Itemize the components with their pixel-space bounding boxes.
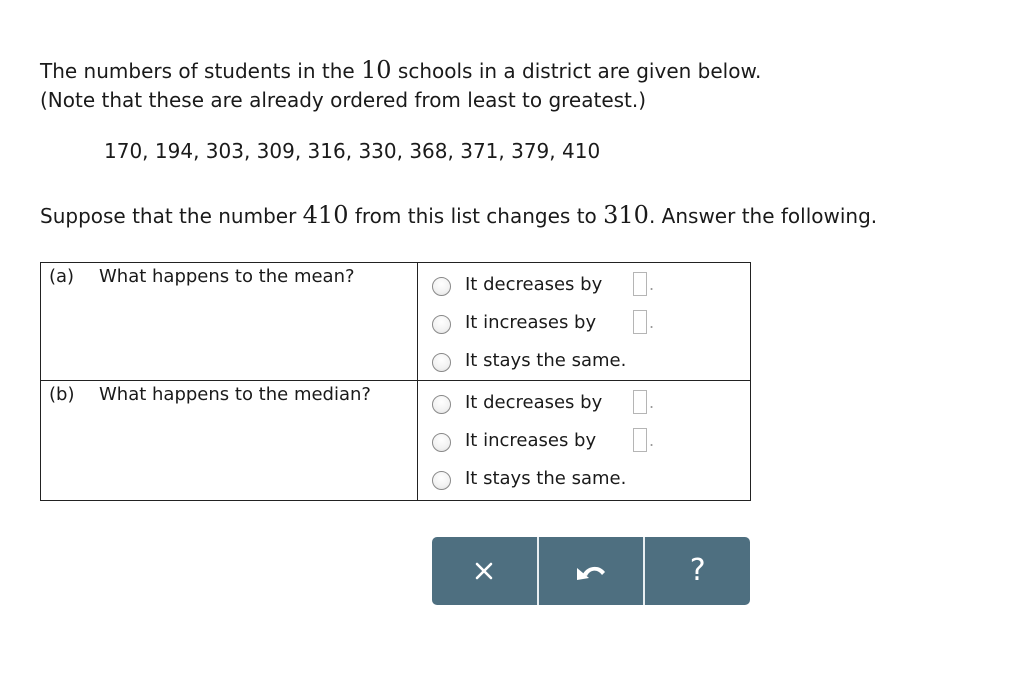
undo-button[interactable] (539, 537, 644, 605)
help-button[interactable] (645, 537, 750, 605)
radio-button[interactable] (432, 433, 451, 452)
close-icon (475, 562, 493, 580)
undo-icon (573, 560, 609, 582)
option-label: It stays the same. (465, 467, 627, 489)
answer-toolbar (432, 537, 750, 605)
suppose-line (40, 201, 877, 229)
radio-button[interactable] (432, 277, 451, 296)
radio-button[interactable] (432, 395, 451, 414)
data-list: 170, 194, 303, 309, 316, 330, 368, 371, 379, 410 (104, 139, 601, 163)
option-b-same[interactable] (418, 459, 750, 497)
answer-input[interactable] (633, 428, 647, 452)
question-table (40, 262, 751, 501)
intro-text-b: schools in a district are given below. (391, 59, 762, 83)
question-cell-b (41, 381, 418, 501)
question-label-b: (b) (49, 384, 75, 405)
original-number: 410 (302, 201, 349, 229)
question-row-a (41, 263, 751, 381)
question-row-b (41, 381, 751, 501)
option-label: It decreases by (465, 391, 603, 413)
radio-button[interactable] (432, 315, 451, 334)
question-text-b: What happens to the median? (99, 384, 371, 405)
help-icon: ? (689, 553, 706, 588)
option-b-decrease[interactable]: It decreases by . (418, 383, 750, 421)
radio-button[interactable] (432, 471, 451, 490)
radio-button[interactable] (432, 353, 451, 372)
answer-input[interactable] (633, 390, 647, 414)
question-text-a: What happens to the mean? (99, 266, 355, 287)
intro-text-a: The numbers of students in the (40, 59, 362, 83)
answer-input[interactable] (633, 272, 647, 296)
intro-line-2: (Note that these are already ordered from least to greatest.) (40, 88, 647, 112)
question-cell-a (41, 263, 418, 381)
new-number: 310 (603, 201, 649, 229)
intro-line-1 (40, 56, 761, 84)
suppose-text-b: from this list changes to (348, 204, 604, 228)
option-label: It increases by (465, 429, 597, 451)
clear-button[interactable] (432, 537, 537, 605)
answer-cell-b (418, 381, 751, 501)
option-a-decrease[interactable]: It decreases by . (418, 265, 750, 303)
suppose-text-c: . Answer the following. (648, 204, 878, 228)
option-label: It decreases by (465, 273, 603, 295)
school-count: 10 (361, 56, 392, 84)
question-label-a: (a) (49, 266, 75, 287)
option-label: It increases by (465, 311, 597, 333)
option-a-increase[interactable]: It increases by . (418, 303, 750, 341)
option-b-increase[interactable]: It increases by . (418, 421, 750, 459)
suppose-text-a: Suppose that the number (40, 204, 303, 228)
option-a-same[interactable] (418, 341, 750, 379)
answer-cell-a (418, 263, 751, 381)
option-label: It stays the same. (465, 349, 627, 371)
answer-input[interactable] (633, 310, 647, 334)
